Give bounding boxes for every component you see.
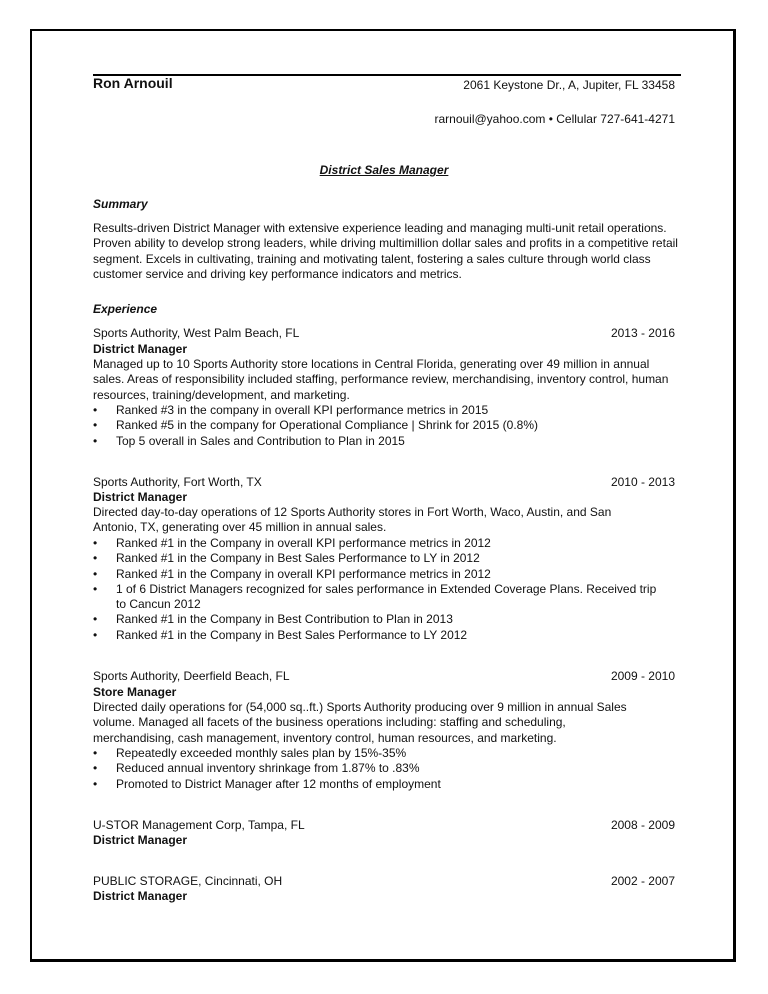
job-description: Directed day-to-day operations of 12 Sports Authority stores in Fort Worth, Waco, Austin, and San Antonio, TX, generating over 45 million in annual sales. <box>93 505 612 535</box>
header-rule <box>93 74 681 76</box>
bullet-item: • Ranked #1 in the Company in overall KPI performance metrics in 2012 <box>93 567 675 582</box>
job-company: Sports Authority, Deerfield Beach, FL <box>93 669 290 683</box>
job-role: District Manager <box>93 889 188 903</box>
bullet-item: • Ranked #1 in the Company in overall KPI performance metrics in 2012 <box>93 536 675 551</box>
bullet-item: • Ranked #3 in the company in overall KPI performance metrics in 2015 <box>93 403 675 418</box>
job-role: District Manager <box>93 833 188 847</box>
bullet-item: • Top 5 overall in Sales and Contribution to Plan in 2015 <box>93 434 675 449</box>
job-bullets <box>93 536 675 643</box>
job-dates: 2010 - 2013 <box>610 475 675 489</box>
bullet-item: • Reduced annual inventory shrinkage from 1.87% to .83% <box>93 761 675 776</box>
job-company: Sports Authority, Fort Worth, TX <box>93 475 262 489</box>
job-dates: 2009 - 2010 <box>610 669 675 683</box>
contact-line: rarnouil@yahoo.com • Cellular 727-641-4271 <box>434 112 675 126</box>
job-description: Directed daily operations for (54,000 sq..ft.) Sports Authority producing over 9 million in annual Sales volume. Managed all facets of the business operations including: staffing and scheduling, merchandising, cash management, inventory control, human resources, and marketing. <box>93 700 627 745</box>
bullet-item: • Ranked #1 in the Company in Best Sales Performance to LY 2012 <box>93 628 675 643</box>
bullet-item: • 1 of 6 District Managers recognized for sales performance in Extended Coverage Plans. Received trip to Cancun 2012 <box>93 582 661 613</box>
job-company: PUBLIC STORAGE, Cincinnati, OH <box>93 874 283 888</box>
job-company: U-STOR Management Corp, Tampa, FL <box>93 818 305 832</box>
job-bullets <box>93 403 675 449</box>
job-role: District Manager <box>93 490 188 504</box>
candidate-name: Ron Arnouil <box>93 75 173 91</box>
summary-text: Results-driven District Manager with extensive experience leading and managing multi-unit retail operations. Proven ability to develop strong leaders, while driving multimillion dollar sales and profits in a competitive retail segment. Excels in cultivating, training and motivating talent, fostering a sales culture through world class customer service and driving key performance indicators and metrics. <box>93 221 678 282</box>
bullet-item: • Promoted to District Manager after 12 months of employment <box>93 777 675 792</box>
summary-heading: Summary <box>93 197 148 211</box>
job-dates: 2013 - 2016 <box>610 326 675 340</box>
job-role: District Manager <box>93 342 188 356</box>
job-header <box>93 818 675 832</box>
resume-title: District Sales Manager <box>319 163 449 177</box>
job-company: Sports Authority, West Palm Beach, FL <box>93 326 300 340</box>
bullet-item: • Ranked #1 in the Company in Best Contribution to Plan in 2013 <box>93 612 675 627</box>
job-description: Managed up to 10 Sports Authority store locations in Central Florida, generating over 49 million in annual sales. Areas of responsibility included staffing, performance review, merchandising, inventory control, human resources, training/development, and marketing. <box>93 357 669 402</box>
bullet-item: • Ranked #1 in the Company in Best Sales Performance to LY in 2012 <box>93 551 675 566</box>
job-bullets <box>93 746 675 792</box>
job-header <box>93 475 675 489</box>
bullet-item: • Repeatedly exceeded monthly sales plan by 15%-35% <box>93 746 675 761</box>
job-header <box>93 874 675 888</box>
job-dates: 2002 - 2007 <box>610 874 675 888</box>
job-header <box>93 326 675 340</box>
job-role: Store Manager <box>93 685 177 699</box>
address: 2061 Keystone Dr., A, Jupiter, FL 33458 <box>463 78 675 92</box>
bullet-item: • Ranked #5 in the company for Operational Compliance | Shrink for 2015 (0.8%) <box>93 418 675 433</box>
experience-heading: Experience <box>93 302 158 316</box>
job-dates: 2008 - 2009 <box>610 818 675 832</box>
job-header <box>93 669 675 683</box>
